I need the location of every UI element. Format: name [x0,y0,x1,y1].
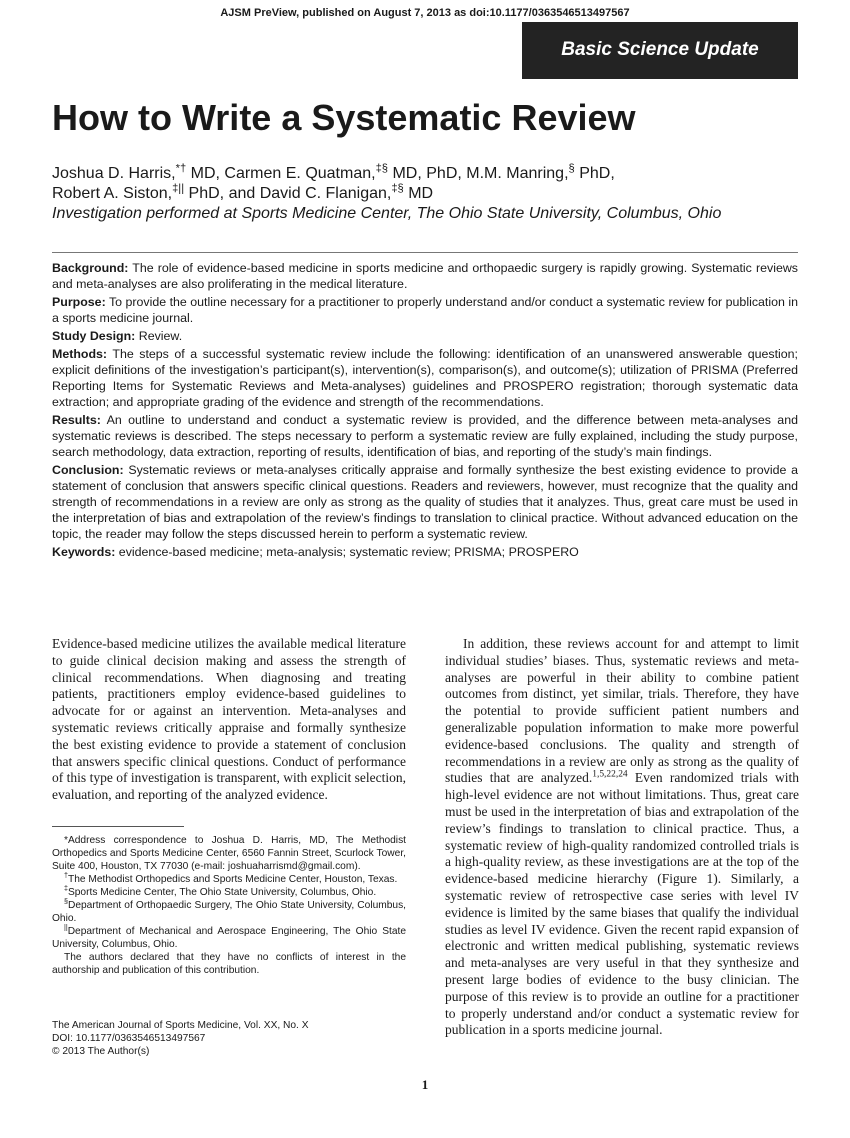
section-text: Review. [135,329,183,343]
section-label: Results: [52,413,101,427]
author-degree: PhD, and [184,185,256,202]
abstract-keywords [52,544,798,560]
footnote-mark: || [64,923,68,932]
preview-line: AJSM PreView, published on August 7, 2013 as doi:10.1177/0363546513497567 [220,7,630,19]
section-label: Conclusion: [52,463,124,477]
citation-marker: 1,5,22,24 [592,769,628,780]
affiliation-line: Investigation performed at Sports Medicine Center, The Ohio State University, Columbus, Ohio [52,205,722,222]
author-degree: MD, PhD, [388,165,462,182]
section-text: Systematic reviews or meta-analyses critically appraise and formally synthesize the best existing evidence to provide a statement of conclusion that answers specific clinical questions. Readers and reviewers, however, must recognize that the quality and strength of recommendations in a review are only as strong as the quality of studies that it analyzes. Thus, great care must be used in the interpretation of bias and extrapolation of the review’s findings to translation to clinical practice. Without advanced education on the topic, the reader may follow the steps discussed herein to perform a systematic review. [52,463,798,541]
footnotes [52,834,406,977]
journal-info [52,1019,406,1058]
author-name: Joshua D. Harris, [52,165,176,182]
section-label: Background: [52,261,129,275]
section-label: Keywords: [52,545,116,559]
author-mark: ‡§ [375,162,389,175]
abstract-top-rule [52,252,798,253]
page-title: How to Write a Systematic Review [52,97,636,138]
section-text: To provide the outline necessary for a practitioner to properly understand and/or conduct a systematic review for publication in a sports medicine journal. [52,295,798,325]
author-name: David C. Flanigan, [255,185,392,202]
body-column-right [445,636,799,1039]
section-label: Purpose: [52,295,106,309]
footnote-text: Department of Mechanical and Aerospace Engineering, The Ohio State University, Columbus, Ohio. [52,926,406,950]
author-degree: MD, [186,165,220,182]
author-degree: MD [403,185,434,202]
author-mark: *† [175,162,187,175]
author-name: Carmen E. Quatman, [219,165,376,182]
abstract-design [52,328,798,344]
author-line-2 [52,184,812,204]
page-number: 1 [421,1077,429,1092]
author-line-1 [52,164,812,184]
journal-line: The American Journal of Sports Medicine, Vol. XX, No. X [52,1020,309,1031]
footnote-rule [52,826,184,827]
section-text: The steps of a successful systematic review include the following: identification of an unanswered answerable question; explicit definitions of the investigation’s participant(s), intervention(s), comparison(s), and outcome(s); utilization of PRISMA (Preferred Reporting Items for Systematic Reviews and Meta-analyses) guidelines and PROSPERO registration; thorough systematic data extraction; and appropriate grading of the evidence and strength of the recommendations. [52,347,798,409]
footnote-mark: ‡ [64,884,68,893]
footnote-text: The Methodist Orthopedics and Sports Medicine Center, Houston, Texas. [67,874,398,885]
section-text: An outline to understand and conduct a systematic review is provided, and the difference between meta-analyses and systematic reviews is described. The steps necessary to perform a systematic review are fully explained, including the study purpose, search methodology, data extraction, reporting of results, identification of bias, and reporting of the study’s main findings. [52,413,798,459]
abstract-results [52,412,798,460]
footnote-text: Department of Orthopaedic Surgery, The Ohio State University, Columbus, Ohio. [52,900,406,924]
abstract [52,260,798,562]
author-mark: § [568,162,575,175]
footnote-mark: † [64,871,68,880]
journal-doi: DOI: 10.1177/0363546513497567 [52,1033,206,1044]
body-column-left [52,636,406,804]
section-label: Methods: [52,347,108,361]
author-block [52,164,812,224]
paragraph-text: Even randomized trials with high-level evidence are not without limitations. Thus, great care must be used in the interpretation of bias and extrapolation of the review’s findings to translation to clinical practice. Thus, a systematic review of high-quality randomized controlled trials is a high-quality review, as these investigations are at the top of the evidence-based medicine hierarchy (Figure 1). Similarly, a systematic review of retrospective case series with level IV evidence is limited by the same biases that qualify the individual studies as level IV evidence. Given the recent rapid expansion of electronic and written medical publishing, systematic reviews and meta-analyses are very useful in that they synthesize and present large bodies of evidence to the busy clinician. The purpose of this review is to provide an outline for a practitioner to properly understand and/or conduct a systematic review for publication in a sports medicine journal. [445,770,799,1038]
section-banner: Basic Science Update [522,22,798,79]
journal-copyright: © 2013 The Author(s) [52,1046,150,1057]
author-mark: ‡|| [172,182,185,195]
abstract-background [52,260,798,292]
author-degree: PhD, [574,165,615,182]
section-label: Study Design: [52,329,136,343]
body-paragraph: Evidence-based medicine utilizes the available medical literature to guide clinical decision making and assess the strength of clinical recommendations. When diagnosing and treating patients, practitioners employ evidence-based guidelines to advocate for or against an intervention. Meta-analyses and systematic reviews critically appraise and formally synthesize the best existing evidence to provide a statement of conclusion that answers specific clinical questions. Conduct of performance of this type of investigation is transparent, with explicit selection, evaluation, and reporting of the analyzed evidence. [52,636,406,803]
footnote [52,925,406,951]
abstract-purpose [52,294,798,326]
footnote [52,873,406,886]
paragraph-text: In addition, these reviews account for and attempt to limit individual studies’ biases. Thus, systematic reviews and meta-analyses are powerful in their ability to combine patient outcomes from distinct, yet similar, trials. Therefore, they have the potential to provide sufficient patient numbers and generalizable population information to make more powerful evidence-based conclusions. The quality and strength of recommendations in a review are only as strong as the quality of studies that are analyzed. [445,636,799,786]
footnote [52,899,406,925]
section-text: evidence-based medicine; meta-analysis; systematic review; PRISMA; PROSPERO [115,545,579,559]
footnote: The authors declared that they have no conflicts of interest in the authorship and publication of this contribution. [52,952,406,976]
abstract-methods [52,346,798,410]
author-name: Robert A. Siston, [52,185,173,202]
author-name: M.M. Manring, [461,165,569,182]
footnote [52,886,406,899]
section-text: The role of evidence-based medicine in sports medicine and orthopaedic surgery is rapidly growing. Systematic reviews and meta-analyses are also proliferating in the medical literature. [52,261,798,291]
author-mark: ‡§ [391,182,404,195]
body-paragraph [445,636,799,1039]
abstract-conclusion [52,462,798,542]
footnote-mark: § [64,897,68,906]
footnote-text: Sports Medicine Center, The Ohio State University, Columbus, Ohio. [67,887,377,898]
footnote: *Address correspondence to Joshua D. Harris, MD, The Methodist Orthopedics and Sports Medicine Center, 6560 Fannin Street, Scurlock Tower, Suite 400, Houston, TX 77030 (e-mail: joshuaharrismd@gmail.com). [52,835,406,872]
